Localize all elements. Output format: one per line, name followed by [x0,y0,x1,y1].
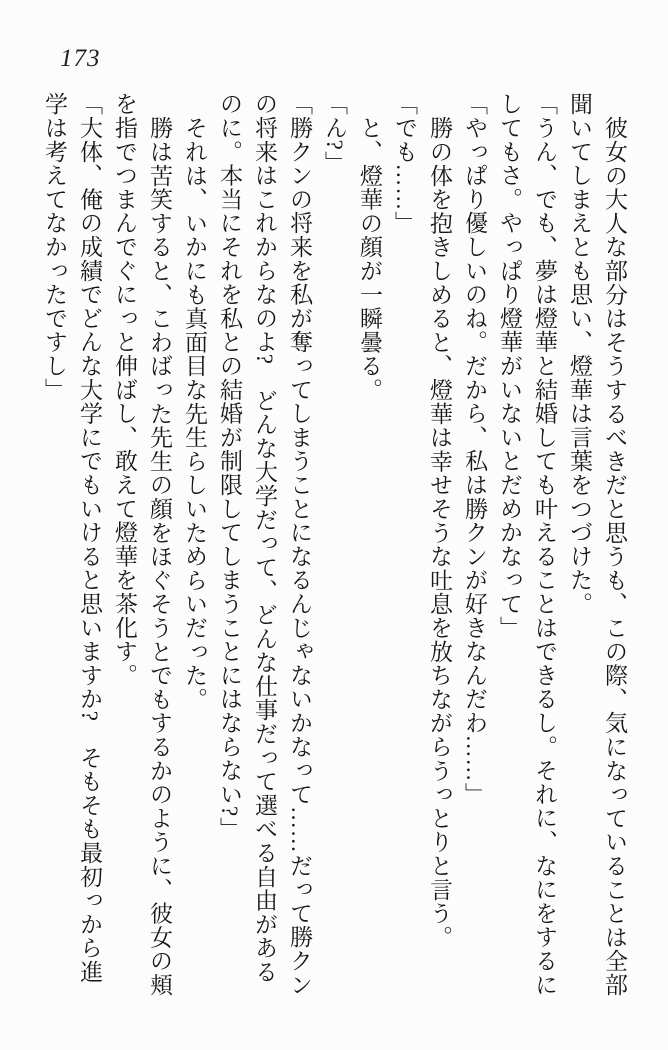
text-line: 「ん?」 [322,92,347,175]
text-line: 「うん、でも、夢は燈華と結婚しても叶えることはできるし。それに、なにをするに [532,92,557,997]
text-block [37,92,632,1007]
text-line: 勝は苦笑すると、こわばった先生の顔をほぐそうとでもするかのように、彼女の頬 [147,115,172,997]
text-line: と、燈華の顔が一瞬曇る。 [357,115,382,402]
text-line: してもさ。やっぱり燈華がいないとだめかなって」 [497,92,522,640]
text-line: 「大体、俺の成績でどんな大学にでもいけると思いますか? そもそも最初っから進 [77,92,102,984]
text-line: 彼女の大人な部分はそうするべきだと思うも、この際、気になっていることは全部 [602,115,627,997]
text-line: 聞いてしまえとも思い、燈華は言葉をつづけた。 [567,92,592,616]
text-line: 「でも……」 [392,92,417,235]
text-line: の将来はこれからなのよ? どんな大学だって、どんな仕事だって選べる自由がある [252,92,277,984]
text-line: を指でつまんでぐにっと伸ばし、敢えて燈華を茶化す。 [112,92,137,687]
text-line: のに。本当にそれを私との結婚が制限してしまうことにはならない?」 [217,92,242,841]
text-line: それは、いかにも真面目な先生らしいためらいだった。 [182,115,207,711]
text-line: 勝の体を抱きしめると、燈華は幸せそうな吐息を放ちながらうっとりと言う。 [427,115,452,949]
text-line: 学は考えてなかったですし」 [42,92,67,402]
page-number: 173 [60,45,101,72]
text-line: 「勝クンの将来を私が奪ってしまうことになるんじゃないかなって……だって勝クン [287,92,312,997]
text-line: 「やっぱり優しいのね。だから、私は勝クンが好きなんだわ……」 [462,92,487,806]
